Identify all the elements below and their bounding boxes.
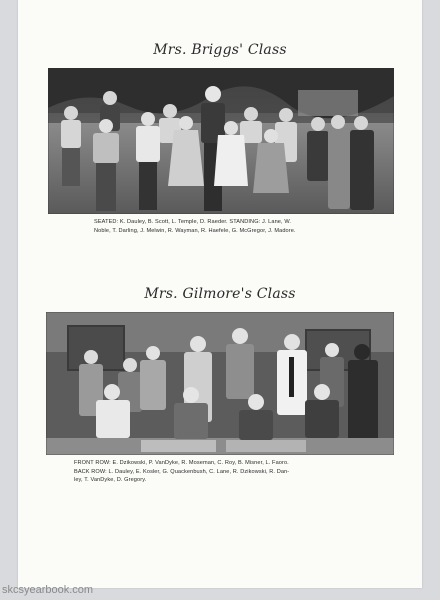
class1-caption-line: SEATED: K. Dauley, B. Scott, L. Temple, D. Raeder. STANDING: J. Lane, W. <box>94 219 292 225</box>
yearbook-page <box>18 0 422 588</box>
class2-caption-line: BACK ROW: L. Dauley, E. Kosler, G. Quackenbush, C. Lane, R. Dzikowski, R. Dan- <box>74 468 290 475</box>
class2-photo <box>46 312 394 455</box>
class1-photo <box>48 68 394 214</box>
class1-heading: Mrs. Briggs' Class <box>153 42 287 58</box>
class2-caption <box>74 459 289 485</box>
class2-heading: Mrs. Gilmore's Class <box>144 286 296 302</box>
class1-caption <box>94 218 296 235</box>
class1-caption-line: Noble, T. Darling, J. Melwin, R. Wayman, R. Haefele, G. McGregor, J. Madore. <box>94 227 296 234</box>
class2-caption-line: FRONT ROW: E. Dzikowski, P. VanDyke, R. Moseman, C. Roy, B. Misner, L. Faoro. <box>74 460 289 466</box>
site-watermark: skcsyearbook.com <box>2 584 94 596</box>
class2-caption-line: ley, T. VanDyke, D. Gregory. <box>74 477 147 484</box>
